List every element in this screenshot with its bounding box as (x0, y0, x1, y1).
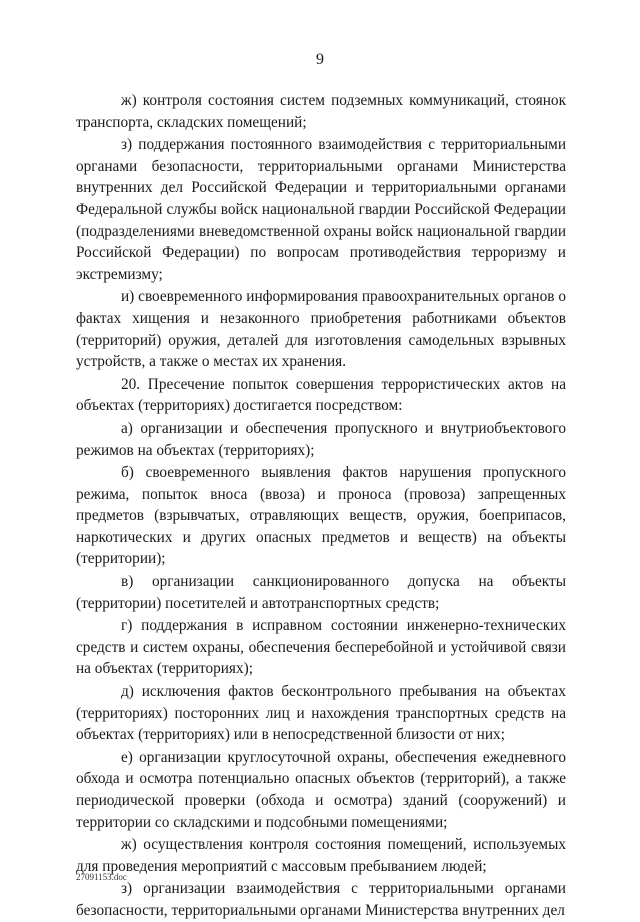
paragraph-a-access-regime: а) организации и обеспечения пропускного и внутриобъектового режимов на объектах (территориях); (76, 419, 566, 459)
paragraph-e-round-the-clock-guard: е) организации круглосуточной охраны, обеспечения ежедневного обхода и осмотра потенциально опасных объектов (территорий), а также периодической проверки (обхода и осмотра) зданий (сооружений) и территории со складскими и подсобными помещениями; (76, 748, 566, 831)
document-body (76, 90, 566, 922)
paragraph-v-authorized-access: в) организации санкционированного допуска на объекты (территории) посетителей и автотранспортных средств; (76, 573, 566, 612)
paragraph-i-informing: и) своевременного информирования правоохранительных органов о фактах хищения и незаконного приобретения работниками объектов (территорий) оружия, деталей для изготовления самодельных взрывных устройств, а также о местах их хранения. (76, 288, 566, 371)
page-number: 9 (316, 51, 324, 68)
paragraph-20-prevention: 20. Пресечение попыток совершения террористических актов на объектах (территориях) достигается посредством: (76, 375, 566, 415)
paragraph-b-violations: б) своевременного выявления фактов нарушения пропускного режима, попыток вноса (ввоза) и проноса (провоза) запрещенных предметов (взрывчатых, отравляющих веществ, оружия, боеприпасов, наркотических и других опасных предметов и веществ) на объекты (территории); (76, 464, 566, 568)
paragraph-d-unauthorized-presence: д) исключения фактов бесконтрольного пребывания на объектах (территориях) посторонних лиц и нахождения транспортных средств на объектах (территориях) или в непосредственной близости от них; (76, 683, 566, 744)
paragraph-z-organization-interaction: з) организации взаимодействия с территориальными органами безопасности, территориальными органами Министерства внутренних дел (76, 880, 566, 919)
paragraph-zh-premises-control: ж) осуществления контроля состояния помещений, используемых для проведения мероприятий с массовым пребыванием людей; (76, 836, 566, 875)
paragraph-zh-underground-control: ж) контроля состояния систем подземных коммуникаций, стоянок транспорта, складских помещений; (76, 92, 566, 131)
paragraph-g-security-systems: г) поддержания в исправном состоянии инженерно-технических средств и систем охраны, обеспечения бесперебойной и устойчивой связи на объектах (территориях); (76, 617, 566, 678)
paragraph-z-interaction: з) поддержания постоянного взаимодействия с территориальными органами безопасности, территориальными органами Министерства внутренних дел Российской Федерации и территориальными органами Федеральной службы войск национальной гвардии Российской Федерации (подразделениями вневедомственной охраны войск национальной гвардии Российской Федерации) по вопросам противодействия терроризму и экстремизму; (76, 136, 566, 283)
footer-file-name: 27091153.doc (76, 872, 127, 882)
